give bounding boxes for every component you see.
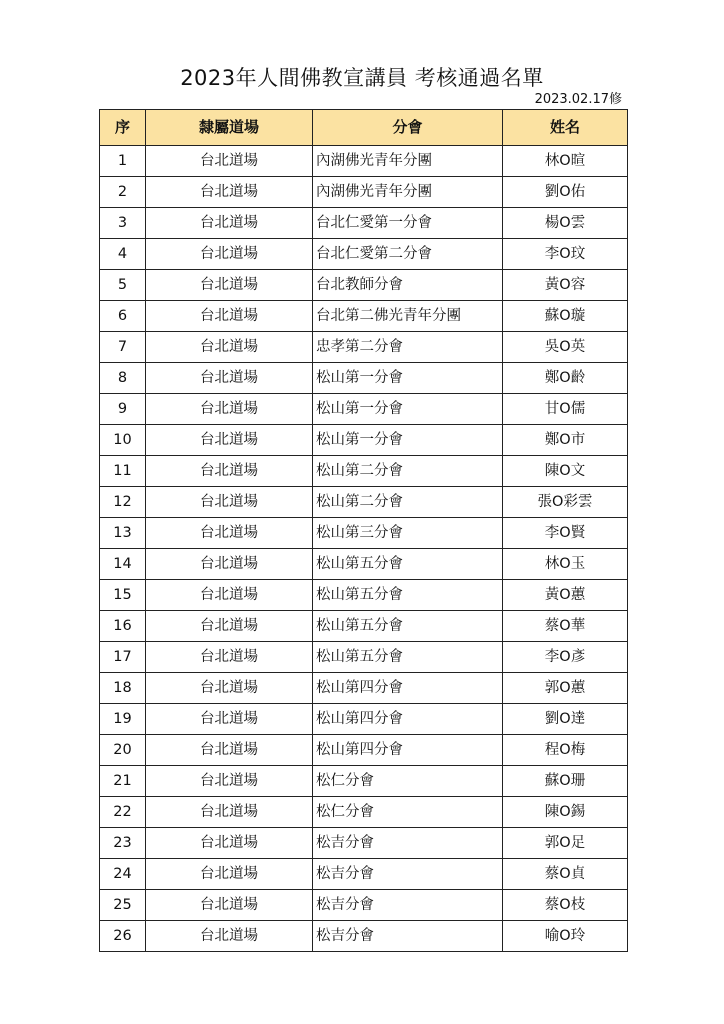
- roster-body: [100, 146, 628, 952]
- cell-name: 李O玟: [503, 239, 628, 270]
- cell-dojo: 台北道場: [146, 797, 313, 828]
- cell-branch: 台北教師分會: [313, 270, 503, 301]
- table-row: [100, 580, 628, 611]
- cell-name: 喻O玲: [503, 921, 628, 952]
- cell-name: 郭O蕙: [503, 673, 628, 704]
- cell-branch: 松山第五分會: [313, 549, 503, 580]
- table-row: [100, 239, 628, 270]
- cell-branch: 松山第五分會: [313, 580, 503, 611]
- cell-number: 2: [100, 177, 146, 208]
- cell-name: 劉O達: [503, 704, 628, 735]
- cell-number: 19: [100, 704, 146, 735]
- cell-number: 1: [100, 146, 146, 177]
- cell-name: 程O梅: [503, 735, 628, 766]
- cell-number: 10: [100, 425, 146, 456]
- cell-number: 13: [100, 518, 146, 549]
- cell-branch: 台北第二佛光青年分團: [313, 301, 503, 332]
- cell-branch: 松山第五分會: [313, 642, 503, 673]
- table-row: [100, 921, 628, 952]
- cell-branch: 台北仁愛第一分會: [313, 208, 503, 239]
- table-row: [100, 394, 628, 425]
- table-row: [100, 363, 628, 394]
- cell-branch: 內湖佛光青年分團: [313, 177, 503, 208]
- header-name: 姓名: [503, 110, 628, 146]
- cell-name: 張O彩雲: [503, 487, 628, 518]
- cell-dojo: 台北道場: [146, 363, 313, 394]
- cell-number: 18: [100, 673, 146, 704]
- cell-name: 蘇O珊: [503, 766, 628, 797]
- cell-dojo: 台北道場: [146, 332, 313, 363]
- cell-branch: 松山第一分會: [313, 363, 503, 394]
- cell-branch: 松山第一分會: [313, 394, 503, 425]
- cell-dojo: 台北道場: [146, 890, 313, 921]
- cell-dojo: 台北道場: [146, 146, 313, 177]
- roster-table: [99, 109, 628, 952]
- cell-name: 郭O足: [503, 828, 628, 859]
- cell-number: 9: [100, 394, 146, 425]
- cell-branch: 松吉分會: [313, 890, 503, 921]
- cell-name: 蘇O璇: [503, 301, 628, 332]
- cell-dojo: 台北道場: [146, 704, 313, 735]
- cell-number: 3: [100, 208, 146, 239]
- cell-number: 22: [100, 797, 146, 828]
- table-row: [100, 425, 628, 456]
- table-row: [100, 456, 628, 487]
- header-row: [100, 110, 628, 146]
- cell-dojo: 台北道場: [146, 611, 313, 642]
- cell-number: 12: [100, 487, 146, 518]
- cell-name: 蔡O華: [503, 611, 628, 642]
- cell-name: 陳O錫: [503, 797, 628, 828]
- cell-dojo: 台北道場: [146, 394, 313, 425]
- cell-branch: 松吉分會: [313, 828, 503, 859]
- table-row: [100, 642, 628, 673]
- cell-name: 林O玉: [503, 549, 628, 580]
- cell-name: 劉O佑: [503, 177, 628, 208]
- cell-name: 陳O文: [503, 456, 628, 487]
- cell-name: 李O賢: [503, 518, 628, 549]
- cell-branch: 松山第四分會: [313, 704, 503, 735]
- cell-number: 23: [100, 828, 146, 859]
- cell-dojo: 台北道場: [146, 487, 313, 518]
- cell-dojo: 台北道場: [146, 921, 313, 952]
- cell-number: 5: [100, 270, 146, 301]
- table-row: [100, 518, 628, 549]
- cell-number: 11: [100, 456, 146, 487]
- table-row: [100, 859, 628, 890]
- cell-dojo: 台北道場: [146, 208, 313, 239]
- cell-dojo: 台北道場: [146, 425, 313, 456]
- cell-dojo: 台北道場: [146, 456, 313, 487]
- cell-branch: 松山第二分會: [313, 487, 503, 518]
- table-row: [100, 766, 628, 797]
- cell-branch: 松吉分會: [313, 859, 503, 890]
- cell-number: 24: [100, 859, 146, 890]
- cell-name: 吳O英: [503, 332, 628, 363]
- cell-branch: 松山第四分會: [313, 673, 503, 704]
- cell-dojo: 台北道場: [146, 270, 313, 301]
- cell-name: 甘O儒: [503, 394, 628, 425]
- cell-dojo: 台北道場: [146, 580, 313, 611]
- cell-number: 4: [100, 239, 146, 270]
- table-row: [100, 890, 628, 921]
- table-row: [100, 797, 628, 828]
- table-row: [100, 673, 628, 704]
- cell-branch: 松山第三分會: [313, 518, 503, 549]
- cell-number: 20: [100, 735, 146, 766]
- cell-name: 林O暄: [503, 146, 628, 177]
- cell-name: 黃O容: [503, 270, 628, 301]
- table-row: [100, 146, 628, 177]
- revision-date: 2023.02.17修: [534, 92, 622, 107]
- table-row: [100, 735, 628, 766]
- table-row: [100, 549, 628, 580]
- cell-dojo: 台北道場: [146, 549, 313, 580]
- table-row: [100, 270, 628, 301]
- cell-branch: 松山第四分會: [313, 735, 503, 766]
- header-dojo: 隸屬道場: [146, 110, 313, 146]
- cell-dojo: 台北道場: [146, 766, 313, 797]
- cell-branch: 忠孝第二分會: [313, 332, 503, 363]
- cell-name: 鄭O齡: [503, 363, 628, 394]
- cell-name: 鄭O市: [503, 425, 628, 456]
- cell-number: 17: [100, 642, 146, 673]
- cell-name: 李O彥: [503, 642, 628, 673]
- cell-number: 16: [100, 611, 146, 642]
- cell-number: 25: [100, 890, 146, 921]
- cell-number: 8: [100, 363, 146, 394]
- cell-number: 21: [100, 766, 146, 797]
- cell-name: 楊O雲: [503, 208, 628, 239]
- cell-number: 6: [100, 301, 146, 332]
- cell-dojo: 台北道場: [146, 518, 313, 549]
- cell-name: 黃O蕙: [503, 580, 628, 611]
- cell-dojo: 台北道場: [146, 177, 313, 208]
- cell-dojo: 台北道場: [146, 859, 313, 890]
- table-row: [100, 332, 628, 363]
- cell-branch: 松山第二分會: [313, 456, 503, 487]
- cell-dojo: 台北道場: [146, 239, 313, 270]
- cell-dojo: 台北道場: [146, 673, 313, 704]
- cell-dojo: 台北道場: [146, 828, 313, 859]
- table-row: [100, 487, 628, 518]
- table-row: [100, 704, 628, 735]
- cell-name: 蔡O枝: [503, 890, 628, 921]
- table-row: [100, 611, 628, 642]
- cell-branch: 內湖佛光青年分團: [313, 146, 503, 177]
- header-number: 序: [100, 110, 146, 146]
- cell-branch: 台北仁愛第二分會: [313, 239, 503, 270]
- cell-number: 26: [100, 921, 146, 952]
- table-row: [100, 208, 628, 239]
- document-title: 2023年人間佛教宣講員 考核通過名單: [180, 66, 544, 90]
- cell-number: 15: [100, 580, 146, 611]
- cell-dojo: 台北道場: [146, 735, 313, 766]
- cell-branch: 松仁分會: [313, 766, 503, 797]
- cell-branch: 松吉分會: [313, 921, 503, 952]
- cell-number: 7: [100, 332, 146, 363]
- header-branch: 分會: [313, 110, 503, 146]
- table-row: [100, 828, 628, 859]
- cell-branch: 松仁分會: [313, 797, 503, 828]
- cell-dojo: 台北道場: [146, 642, 313, 673]
- cell-branch: 松山第五分會: [313, 611, 503, 642]
- cell-name: 蔡O貞: [503, 859, 628, 890]
- table-row: [100, 177, 628, 208]
- table-row: [100, 301, 628, 332]
- cell-dojo: 台北道場: [146, 301, 313, 332]
- cell-number: 14: [100, 549, 146, 580]
- cell-branch: 松山第一分會: [313, 425, 503, 456]
